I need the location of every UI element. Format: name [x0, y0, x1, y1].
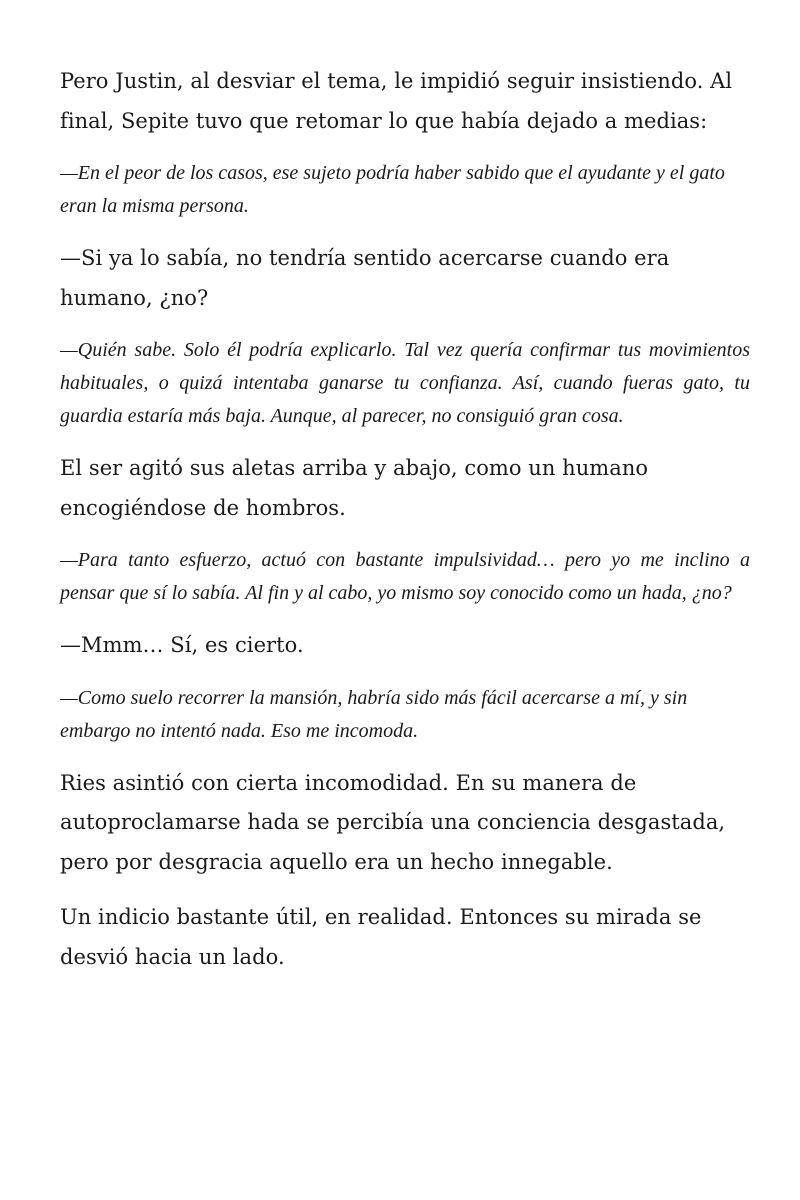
italic-dialogue-paragraph: —Quién sabe. Solo él podría explicarlo. Tal vez quería confirmar tus movimientos habituales, o quizá intentaba ganarse tu confianza. Así, cuando fueras gato, tu guardia estaría más baja. Aunque, al parecer, no consiguió gran cosa. — [60, 339, 750, 427]
narration-paragraph: Pero Justin, al desviar el tema, le impidió seguir insistiendo. Al final, Sepite tuvo que retomar lo que había dejado a medias: — [60, 69, 733, 133]
narration-paragraph: Ries asintió con cierta incomodidad. En su manera de autoproclamarse hada se percibía una conciencia desgastada, pero por desgracia aquello era un hecho innegable. — [60, 770, 726, 874]
book-page — [60, 62, 750, 993]
italic-dialogue-paragraph: —Para tanto esfuerzo, actuó con bastante impulsividad… pero yo me inclino a pensar que sí lo sabía. Al fin y al cabo, yo mismo soy conocido como un hada, ¿no? — [60, 549, 750, 604]
dialogue-paragraph: —Mmm… Sí, es cierto. — [60, 633, 304, 657]
italic-dialogue-paragraph: —En el peor de los casos, ese sujeto podría haber sabido que el ayudante y el gato eran la misma persona. — [60, 162, 725, 217]
italic-dialogue-paragraph: —Como suelo recorrer la mansión, habría sido más fácil acercarse a mí, y sin embargo no intentó nada. Eso me incomoda. — [60, 686, 688, 742]
dialogue-paragraph: —Si ya lo sabía, no tendría sentido acercarse cuando era humano, ¿no? — [60, 246, 670, 310]
narration-paragraph: El ser agitó sus aletas arriba y abajo, como un humano encogiéndose de hombros. — [60, 456, 649, 520]
narration-paragraph: Un indicio bastante útil, en realidad. Entonces su mirada se desvió hacia un lado. — [60, 905, 702, 969]
